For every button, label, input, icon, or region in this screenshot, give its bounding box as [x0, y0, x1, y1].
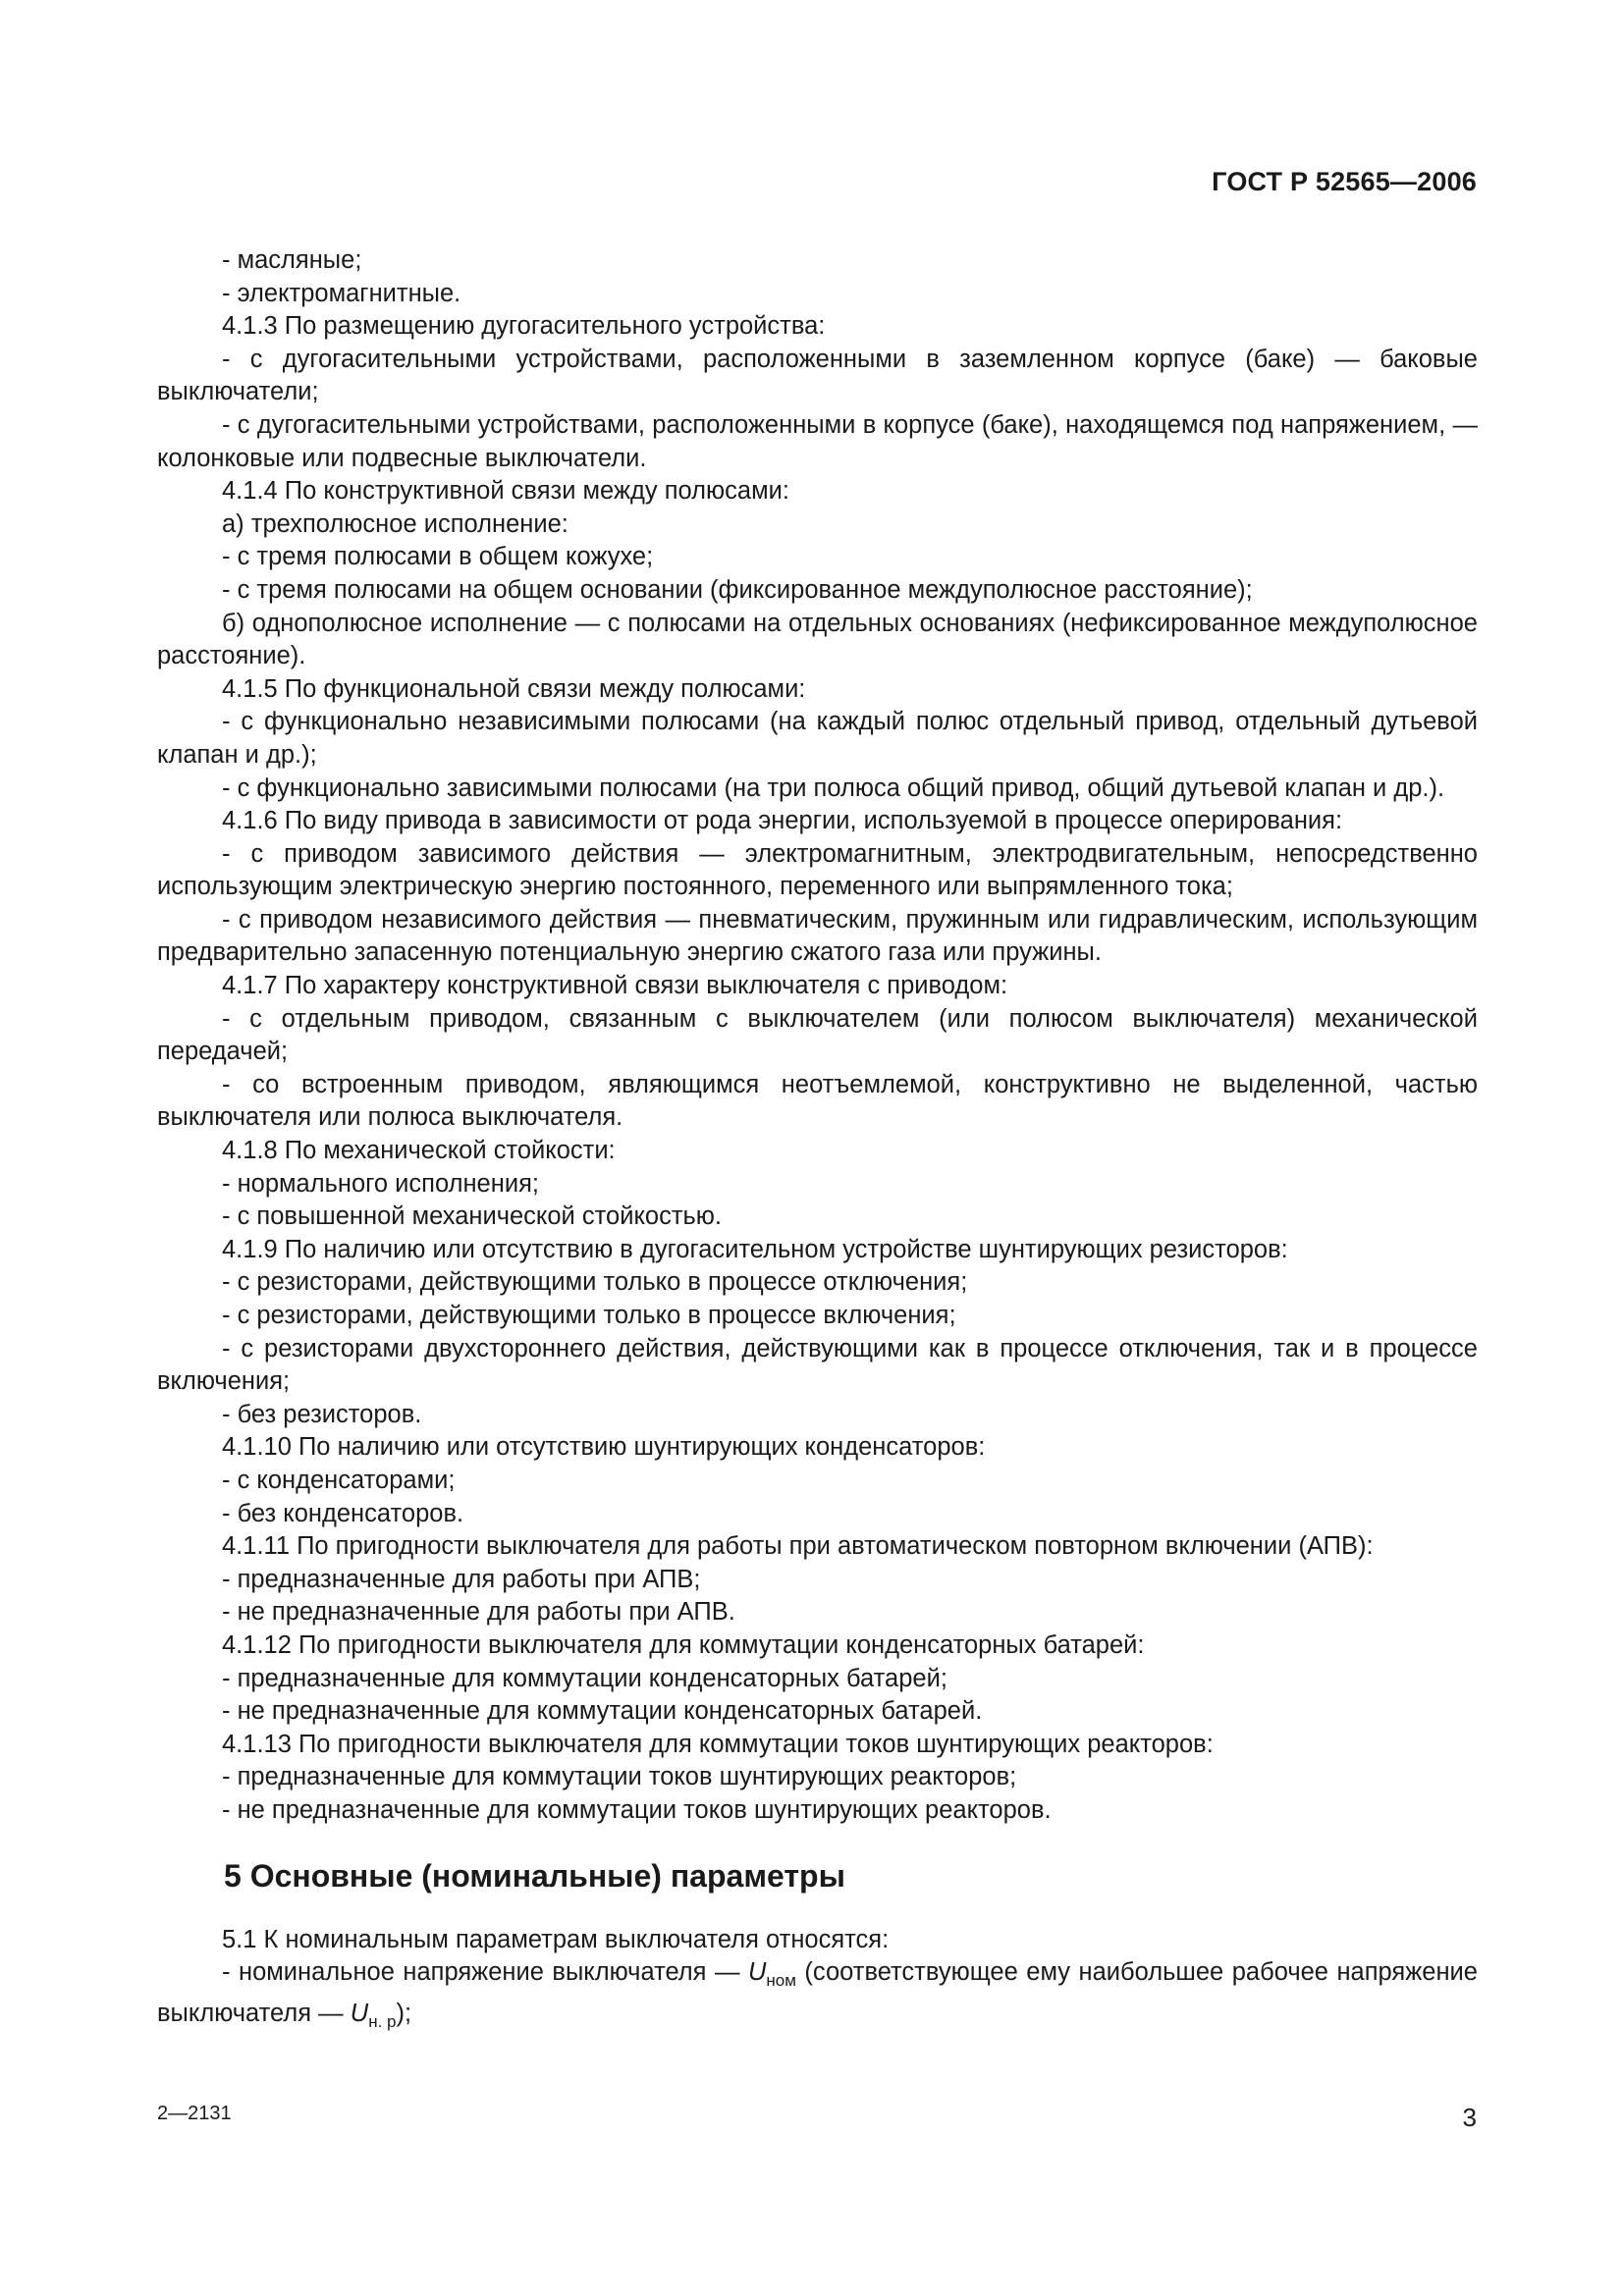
paragraph: - с резисторами двухстороннего действия, действующими как в процессе отключения, так и в процессе включения;	[157, 1334, 1478, 1396]
paragraph: - не предназначенные для коммутации токов шунтирующих реакторов.	[222, 1795, 1052, 1824]
section-heading: 5 Основные (номинальные) параметры	[224, 1857, 845, 1894]
paragraph: - с функционально независимыми полюсами (на каждый полюс отдельный привод, отдельный дутьевой клапан и др.);	[157, 708, 1478, 769]
page-number: 3	[1462, 2103, 1477, 2132]
text-run: (соответствующее ему наибольшее рабочее напряжение выключателя —	[157, 1958, 1478, 2027]
paragraph: 4.1.6 По виду привода в зависимости от рода энергии, используемой в процессе оперирования:	[222, 807, 1343, 835]
paragraph: 4.1.4 По конструктивной связи между полюсами:	[222, 477, 789, 506]
paragraph: - с тремя полюсами на общем основании (фиксированное междуполюсное расстояние);	[222, 575, 1253, 604]
paragraph: - с повышенной механической стойкостью.	[222, 1202, 723, 1231]
paragraph: 4.1.3 По размещению дугогасительного устройства:	[222, 312, 826, 341]
paragraph: - без резисторов.	[222, 1400, 422, 1428]
paragraph: а) трехполюсное исполнение:	[222, 509, 568, 538]
paragraph: 4.1.5 По функциональной связи между полюсами:	[222, 674, 806, 703]
document-code: ГОСТ Р 52565—2006	[1212, 167, 1477, 196]
paragraph: 4.1.12 По пригодности выключателя для коммутации конденсаторных батарей:	[222, 1630, 1145, 1659]
paragraph: - предназначенные для коммутации конденсаторных батарей;	[222, 1664, 947, 1692]
paragraph: б) однополюсное исполнение — с полюсами на отдельных основаниях (нефиксированное междуполюсное расстояние).	[157, 609, 1478, 670]
symbol-u: U	[747, 1958, 767, 1987]
paragraph: - масляные;	[222, 246, 362, 274]
paragraph: - с резисторами, действующими только в процессе отключения;	[222, 1268, 968, 1297]
paragraph: - с конденсаторами;	[222, 1466, 456, 1494]
paragraph: - с функционально зависимыми полюсами (на три полюса общий привод, общий дутьевой клапан и др.).	[222, 774, 1445, 802]
page-body	[157, 244, 1478, 2038]
paragraph: - с тремя полюсами в общем кожухе;	[222, 543, 654, 571]
text-run: - номинальное напряжение выключателя —	[222, 1958, 748, 1987]
paragraph: - с дугогасительными устройствами, расположенными в заземленном корпусе (баке) — баковые выключатели;	[157, 345, 1478, 406]
paragraph: - предназначенные для работы при АПВ;	[222, 1565, 701, 1593]
paragraph: 4.1.10 По наличию или отсутствию шунтирующих конденсаторов:	[222, 1433, 986, 1462]
paragraph: - с дугогасительными устройствами, расположенными в корпусе (баке), находящемся под напряжением, — колонковые или подвесные выключатели.	[157, 410, 1478, 472]
paragraph: - с приводом зависимого действия — электромагнитным, электродвигательным, непосредственно использующим электрическую энергию постоянного, переменного или выпрямленного тока;	[157, 839, 1478, 901]
paragraph: 4.1.8 По механической стойкости:	[222, 1137, 616, 1165]
paragraph: 5.1 К номинальным параметрам выключателя относятся:	[222, 1925, 890, 1953]
paragraph: - с резисторами, действующими только в процессе включения;	[222, 1302, 956, 1329]
paragraph: - нормального исполнения;	[222, 1169, 539, 1198]
text-run: );	[396, 1999, 412, 2027]
paragraph: - с приводом независимого действия — пневматическим, пружинным или гидравлическим, использующим предварительно запасенную потенциальную энергию сжатого газа или пружины.	[157, 905, 1478, 967]
paragraph: - электромагнитные.	[222, 279, 461, 307]
paragraph: 4.1.11 По пригодности выключателя для работы при автоматическом повторном включении (АПВ):	[222, 1532, 1374, 1561]
symbol-u: U	[350, 1999, 369, 2027]
paragraph: 4.1.9 По наличию или отсутствию в дугогасительном устройстве шунтирующих резисторов:	[222, 1235, 1288, 1263]
print-code: 2—2131	[157, 2103, 232, 2124]
paragraph-rated-voltage	[157, 1956, 1478, 2038]
paragraph: 4.1.13 По пригодности выключателя для коммутации токов шунтирующих реакторов:	[222, 1730, 1214, 1758]
subscript: ном	[766, 1971, 796, 1991]
paragraph: - без конденсаторов.	[222, 1499, 464, 1527]
paragraph: - не предназначенные для работы при АПВ.	[222, 1598, 735, 1627]
subscript: н. р	[368, 2011, 397, 2031]
paragraph: - с отдельным приводом, связанным с выключателем (или полюсом выключателя) механической передачей;	[157, 1004, 1478, 1066]
paragraph: - не предназначенные для коммутации конденсаторных батарей.	[222, 1697, 983, 1726]
paragraph: - предназначенные для коммутации токов шунтирующих реакторов;	[222, 1763, 1017, 1791]
paragraph: 4.1.7 По характеру конструктивной связи выключателя с приводом:	[222, 972, 1008, 1000]
paragraph: - со встроенным приводом, являющимся неотъемлемой, конструктивно не выделенной, частью выключателя или полюса выключателя.	[157, 1070, 1478, 1132]
